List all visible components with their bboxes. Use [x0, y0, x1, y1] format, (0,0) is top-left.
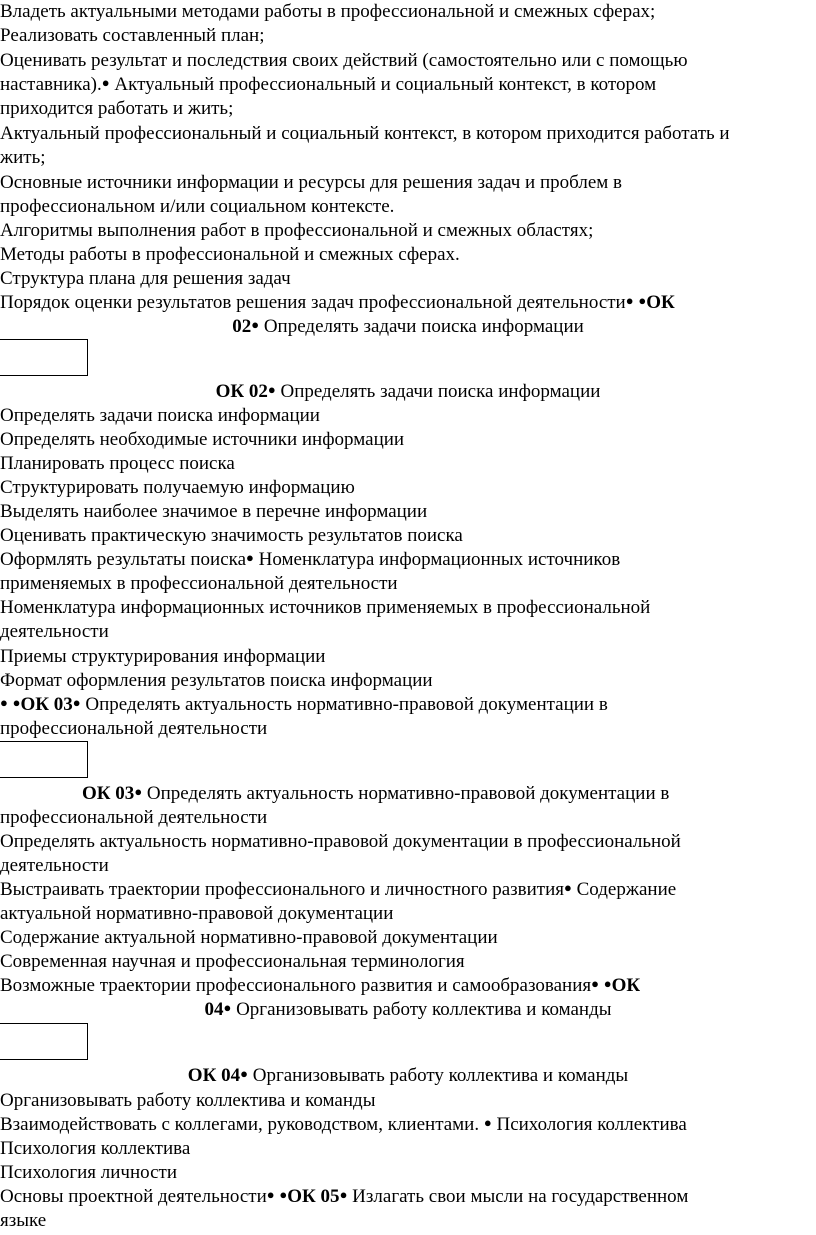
text-line: Приемы структурирования информации [0, 646, 326, 667]
text-line: Выделять наиболее значимое в перечне информации [0, 501, 428, 522]
bullet-icon: ● [625, 293, 634, 308]
text-line: Оценивать результат и последствия своих действий (самостоятельно или с помощью [0, 50, 688, 71]
bullet-icon: ● [339, 1187, 348, 1202]
text-line [0, 974, 640, 999]
text-fragment: Взаимодействовать с коллегами, руководством, клиентами. [0, 1114, 484, 1135]
text-fragment: Организовывать работу коллектива и команды [247, 1065, 629, 1086]
text-fragment: Организовывать работу коллектива и команды [231, 999, 612, 1020]
text-fragment: Определять актуальность нормативно-правовой документации в [142, 783, 670, 804]
section-heading [0, 998, 816, 1023]
section-code: ОК 02 [215, 381, 268, 402]
text-line: Определять актуальность нормативно-правовой документации в профессиональной [0, 831, 681, 852]
bullet-icon: ● [591, 976, 599, 991]
section-heading [0, 315, 816, 340]
section-heading [82, 782, 669, 807]
text-fragment: Актуальный профессиональный и социальный контекст, в котором [109, 74, 657, 95]
text-line: Основные источники информации и ресурсы для решения задач и проблем в [0, 172, 622, 193]
text-line [0, 291, 675, 316]
text-line: Владеть актуальными методами работы в профессиональной и смежных сферах; [0, 1, 656, 22]
text-fragment: Содержание [571, 879, 677, 900]
text-line [0, 548, 620, 573]
section-code: ОК [611, 975, 641, 996]
empty-box [0, 1023, 88, 1060]
text-fragment: Излагать свои мысли на государственном [347, 1186, 689, 1207]
bullet-icon: ● [251, 317, 260, 332]
text-line: Реализовать составленный план; [0, 25, 265, 46]
bullet-icon: ● [240, 1066, 248, 1081]
text-line [0, 1185, 688, 1210]
text-line: применяемых в профессиональной деятельности [0, 573, 398, 594]
bullet-icon: ● [101, 75, 110, 90]
text-fragment: Определять актуальность нормативно-правовой документации в [80, 694, 608, 715]
section-code: ОК 05 [287, 1186, 340, 1207]
text-line: Алгоритмы выполнения работ в профессиональной и смежных областях; [0, 220, 594, 241]
empty-box [0, 741, 88, 778]
text-line: Номенклатура информационных источников применяемых в профессиональной [0, 597, 651, 618]
bullet-icon: ● [223, 1000, 232, 1015]
text-line [0, 73, 656, 98]
section-heading [0, 1064, 816, 1089]
text-line: Оценивать практическую значимость результатов поиска [0, 525, 463, 546]
section-code: 04 [204, 999, 224, 1020]
text-line: жить; [0, 147, 46, 168]
text-line [0, 1113, 687, 1138]
text-line: Психология коллектива [0, 1138, 191, 1159]
section-code: ОК 04 [187, 1065, 241, 1086]
text-line: приходится работать и жить; [0, 98, 234, 119]
section-code: 02 [232, 316, 252, 337]
text-line: языке [0, 1210, 47, 1231]
text-fragment: Номенклатура информационных источников [253, 549, 621, 570]
text-line: Определять необходимые источники информации [0, 429, 405, 450]
section-heading [0, 380, 816, 405]
text-fragment: Оформлять результаты поиска [0, 549, 247, 570]
text-line: Современная научная и профессиональная терминология [0, 951, 465, 972]
text-line: Содержание актуальной нормативно-правовой документации [0, 927, 498, 948]
bullet-icon: ● [246, 550, 254, 565]
text-fragment: Психология коллектива [491, 1114, 687, 1135]
text-line: Планировать процесс поиска [0, 453, 235, 474]
bullet-icon: ● [12, 695, 21, 710]
text-fragment: Определять задачи поиска информации [275, 381, 601, 402]
text-fragment: Основы проектной деятельности [0, 1186, 267, 1207]
text-fragment: Возможные траектории профессионального развития и самообразования [0, 975, 592, 996]
text-line: Структурировать получаемую информацию [0, 477, 355, 498]
text-line: Формат оформления результатов поиска информации [0, 670, 433, 691]
text-line: деятельности [0, 621, 109, 642]
text-line: Психология личности [0, 1162, 178, 1183]
text-line [0, 878, 676, 903]
section-code: ОК 03 [82, 783, 135, 804]
text-line: актуальной нормативно-правовой документации [0, 903, 394, 924]
text-line: Определять задачи поиска информации [0, 405, 320, 426]
bullet-icon: ● [603, 976, 612, 991]
text-line: деятельности [0, 855, 109, 876]
text-line: профессиональной деятельности [0, 807, 268, 828]
text-fragment: наставника). [0, 74, 102, 95]
text-line: Методы работы в профессиональной и смежных сферах. [0, 244, 460, 265]
bullet-icon: ● [134, 784, 143, 799]
text-line: Актуальный профессиональный и социальный контекст, в котором приходится работать и [0, 123, 730, 144]
bullet-icon: ● [564, 880, 572, 895]
text-line: профессиональном и/или социальном контексте. [0, 196, 395, 217]
bullet-icon: ● [0, 695, 8, 710]
bullet-icon: ● [483, 1115, 492, 1130]
text-fragment: Выстраивать траектории профессионального и личностного развития [0, 879, 565, 900]
text-line: Организовывать работу коллектива и команды [0, 1090, 376, 1111]
section-code: ОК [646, 292, 675, 313]
text-line: профессиональной деятельности [0, 718, 268, 739]
bullet-icon: ● [266, 1187, 275, 1202]
bullet-icon: ● [638, 293, 647, 308]
text-fragment: Порядок оценки результатов решения задач профессиональной деятельности [0, 292, 626, 313]
section-heading [0, 693, 608, 718]
empty-box [0, 339, 88, 376]
bullet-icon: ● [279, 1187, 288, 1202]
section-code: ОК 03 [20, 694, 73, 715]
text-line: Структура плана для решения задач [0, 268, 291, 289]
bullet-icon: ● [267, 382, 276, 397]
text-fragment: Определять задачи поиска информации [259, 316, 584, 337]
bullet-icon: ● [72, 695, 81, 710]
